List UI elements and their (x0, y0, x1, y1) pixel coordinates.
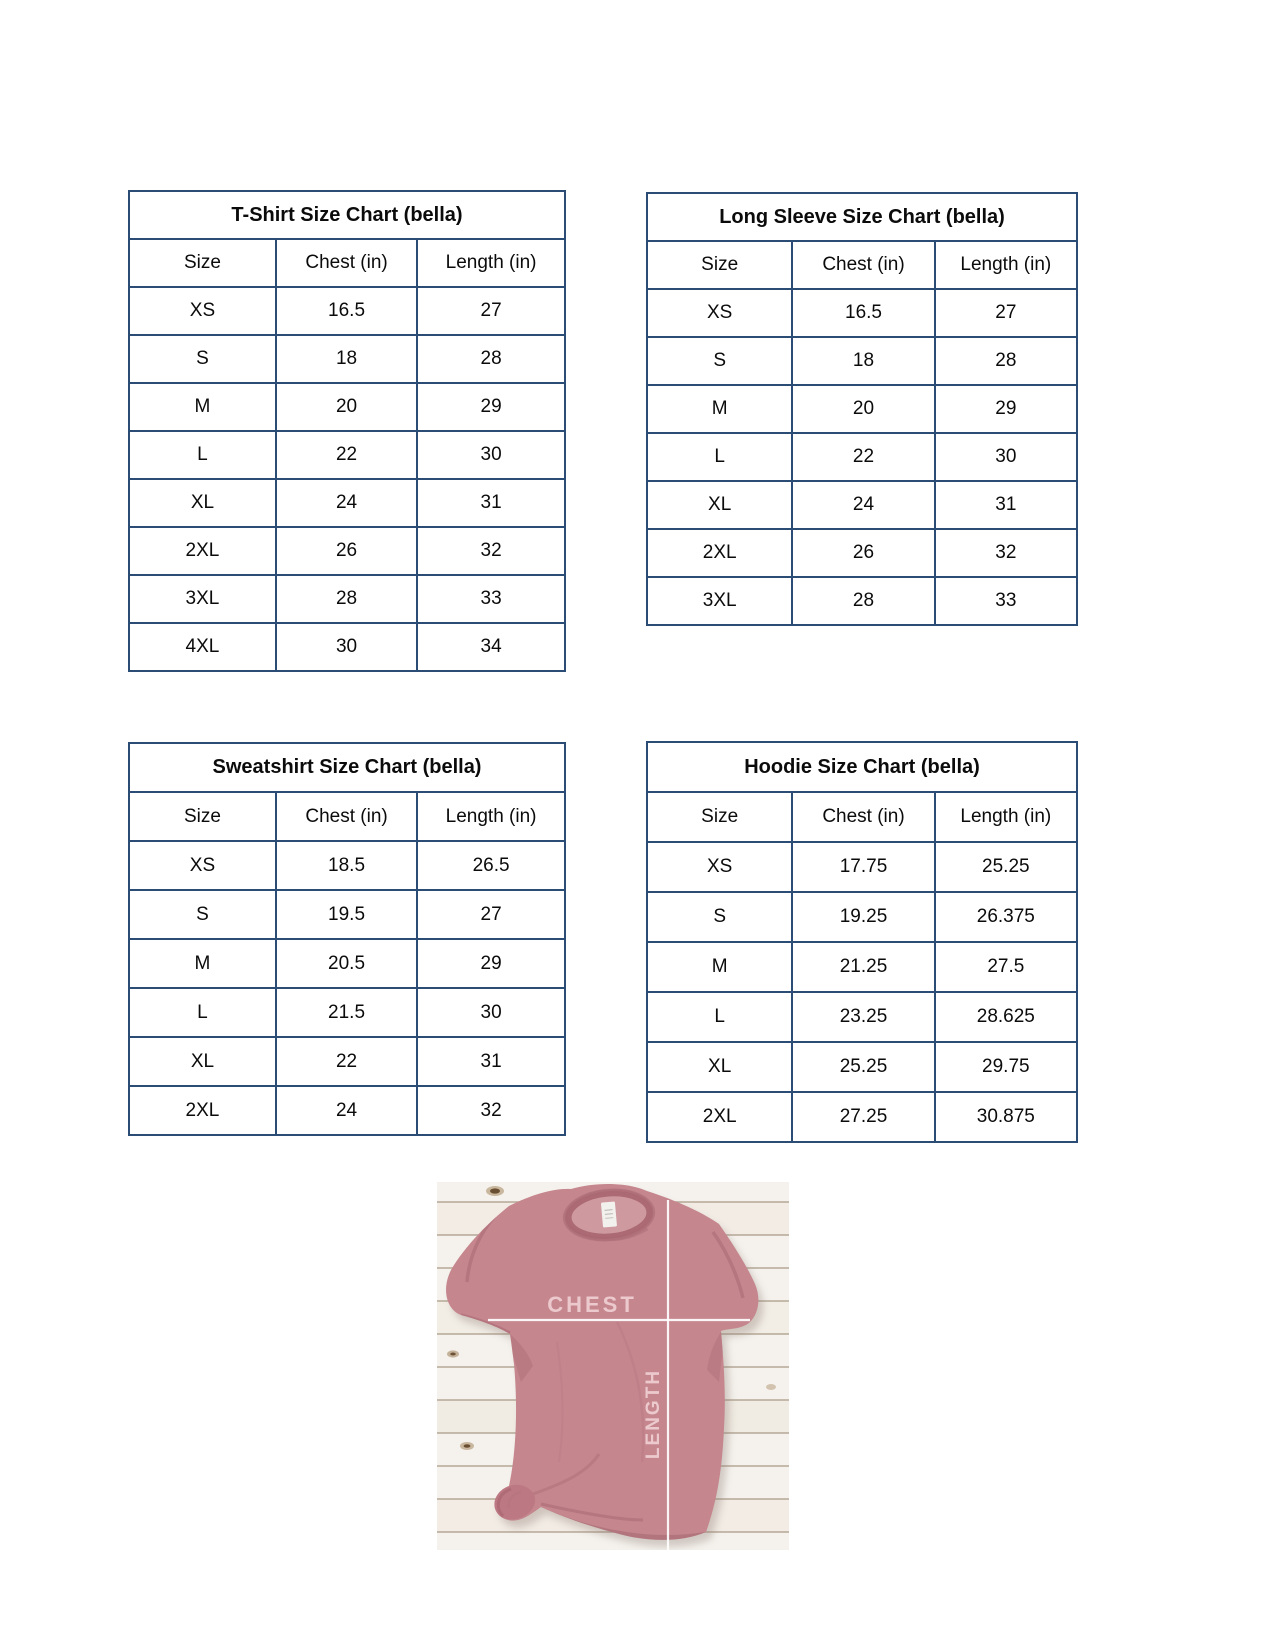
table-cell: 26.375 (935, 892, 1077, 942)
table-cell: 28 (417, 335, 565, 383)
table-cell: 33 (935, 577, 1077, 625)
table-cell: S (129, 335, 276, 383)
table-cell: 25.25 (935, 842, 1077, 892)
table-cell: 20.5 (276, 939, 417, 988)
table-row (647, 892, 1077, 942)
hoodie-col-header-length: Length (in) (935, 792, 1077, 842)
table-cell: XS (129, 841, 276, 890)
table-cell: 24 (276, 1086, 417, 1135)
table-cell: S (647, 892, 792, 942)
table-cell: L (129, 988, 276, 1037)
table-cell: 21.5 (276, 988, 417, 1037)
table-cell: 27 (417, 287, 565, 335)
table-cell: 16.5 (792, 289, 934, 337)
table-cell: 25.25 (792, 1042, 934, 1092)
table-row (129, 287, 565, 335)
table-cell: 28 (792, 577, 934, 625)
tshirt-table-title: T-Shirt Size Chart (bella) (129, 191, 565, 239)
sweatshirt-table-body (129, 841, 565, 1135)
tshirt-measurement-photo (437, 1182, 789, 1550)
longsleeve-table-title: Long Sleeve Size Chart (bella) (647, 193, 1077, 241)
table-cell: 29 (417, 383, 565, 431)
table-row (647, 481, 1077, 529)
table-cell: 34 (417, 623, 565, 671)
table-cell: 2XL (647, 529, 792, 577)
table-row (647, 992, 1077, 1042)
sweatshirt-col-header-size: Size (129, 792, 276, 841)
table-cell: 18 (792, 337, 934, 385)
table-cell: L (647, 992, 792, 1042)
table-cell: 32 (417, 527, 565, 575)
table-cell: 32 (935, 529, 1077, 577)
table-row (129, 1086, 565, 1135)
table-row (647, 337, 1077, 385)
table-cell: L (647, 433, 792, 481)
table-cell: 20 (276, 383, 417, 431)
table-cell: 33 (417, 575, 565, 623)
table-cell: 3XL (647, 577, 792, 625)
table-row (129, 479, 565, 527)
table-cell: 2XL (129, 1086, 276, 1135)
table-row (647, 577, 1077, 625)
tshirt-size-chart-table (128, 190, 566, 672)
chest-label: CHEST (547, 1292, 637, 1317)
table-row (129, 890, 565, 939)
table-cell: 29 (417, 939, 565, 988)
table-cell: 2XL (129, 527, 276, 575)
table-row (129, 623, 565, 671)
table-row (129, 383, 565, 431)
table-cell: S (647, 337, 792, 385)
hoodie-col-header-size: Size (647, 792, 792, 842)
table-row (129, 988, 565, 1037)
table-cell: 26 (792, 529, 934, 577)
table-cell: M (647, 942, 792, 992)
table-row (129, 1037, 565, 1086)
table-row (129, 841, 565, 890)
tshirt-col-header-size: Size (129, 239, 276, 287)
table-cell: 29.75 (935, 1042, 1077, 1092)
table-cell: 22 (276, 431, 417, 479)
longsleeve-col-header-size: Size (647, 241, 792, 289)
table-row (129, 575, 565, 623)
table-cell: 27 (417, 890, 565, 939)
table-cell: 31 (417, 1037, 565, 1086)
sweatshirt-size-chart-table (128, 742, 566, 1136)
table-cell: 22 (792, 433, 934, 481)
table-cell: 24 (792, 481, 934, 529)
table-row (647, 289, 1077, 337)
table-row (129, 939, 565, 988)
table-cell: XS (647, 289, 792, 337)
hoodie-table-title: Hoodie Size Chart (bella) (647, 742, 1077, 792)
table-cell: 27 (935, 289, 1077, 337)
table-cell: XL (129, 479, 276, 527)
length-label: LENGTH (643, 1368, 664, 1460)
table-cell: XS (129, 287, 276, 335)
tshirt-photo-illustration (437, 1182, 789, 1550)
table-cell: 17.75 (792, 842, 934, 892)
table-row (129, 527, 565, 575)
table-cell: L (129, 431, 276, 479)
sweatshirt-table-title: Sweatshirt Size Chart (bella) (129, 743, 565, 792)
table-cell: 24 (276, 479, 417, 527)
table-row (647, 1042, 1077, 1092)
table-cell: 30 (276, 623, 417, 671)
neck-label (601, 1201, 617, 1227)
table-row (129, 335, 565, 383)
table-cell: 3XL (129, 575, 276, 623)
table-cell: XL (647, 481, 792, 529)
table-cell: 32 (417, 1086, 565, 1135)
table-cell: XL (647, 1042, 792, 1092)
sweatshirt-col-header-chest: Chest (in) (276, 792, 417, 841)
table-cell: 26 (276, 527, 417, 575)
table-cell: 30 (417, 988, 565, 1037)
table-cell: 18.5 (276, 841, 417, 890)
table-cell: 19.25 (792, 892, 934, 942)
table-cell: 2XL (647, 1092, 792, 1142)
table-cell: 4XL (129, 623, 276, 671)
table-cell: M (129, 939, 276, 988)
table-row (647, 842, 1077, 892)
hoodie-table-body (647, 842, 1077, 1142)
table-cell: 29 (935, 385, 1077, 433)
table-cell: 16.5 (276, 287, 417, 335)
table-cell: 28 (276, 575, 417, 623)
tshirt-col-header-length: Length (in) (417, 239, 565, 287)
table-cell: 30 (417, 431, 565, 479)
table-row (647, 385, 1077, 433)
table-cell: XL (129, 1037, 276, 1086)
hoodie-size-chart-table (646, 741, 1078, 1143)
table-cell: 20 (792, 385, 934, 433)
table-cell: 31 (935, 481, 1077, 529)
tshirt-col-header-chest: Chest (in) (276, 239, 417, 287)
longsleeve-table-body (647, 289, 1077, 625)
table-cell: 27.25 (792, 1092, 934, 1142)
table-cell: 30 (935, 433, 1077, 481)
table-row (647, 942, 1077, 992)
table-cell: 22 (276, 1037, 417, 1086)
table-row (647, 529, 1077, 577)
longsleeve-col-header-length: Length (in) (935, 241, 1077, 289)
table-row (647, 1092, 1077, 1142)
table-cell: XS (647, 842, 792, 892)
table-cell: 18 (276, 335, 417, 383)
tshirt-table-body (129, 287, 565, 671)
table-row (647, 433, 1077, 481)
table-cell: 30.875 (935, 1092, 1077, 1142)
table-cell: 26.5 (417, 841, 565, 890)
longsleeve-size-chart-table (646, 192, 1078, 626)
table-cell: 28 (935, 337, 1077, 385)
table-cell: 21.25 (792, 942, 934, 992)
table-cell: 31 (417, 479, 565, 527)
table-cell: 23.25 (792, 992, 934, 1042)
hoodie-col-header-chest: Chest (in) (792, 792, 934, 842)
sweatshirt-col-header-length: Length (in) (417, 792, 565, 841)
table-cell: S (129, 890, 276, 939)
longsleeve-col-header-chest: Chest (in) (792, 241, 934, 289)
table-cell: 19.5 (276, 890, 417, 939)
table-cell: 28.625 (935, 992, 1077, 1042)
table-cell: M (129, 383, 276, 431)
table-row (129, 431, 565, 479)
table-cell: 27.5 (935, 942, 1077, 992)
table-cell: M (647, 385, 792, 433)
